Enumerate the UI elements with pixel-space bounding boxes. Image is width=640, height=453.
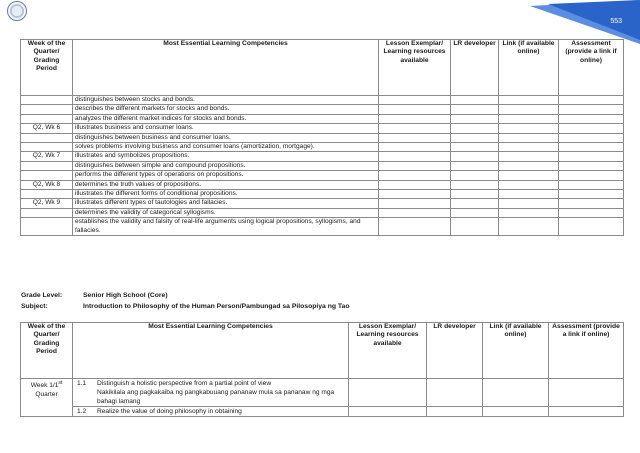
table-row bbox=[21, 96, 624, 105]
week-cell bbox=[21, 114, 73, 123]
competency-cell: describes the different markets for stocks and bonds. bbox=[73, 105, 379, 114]
header-competencies: Most Essential Learning Competencies bbox=[73, 40, 379, 96]
week-cell: Q2, Wk 7 bbox=[21, 152, 73, 161]
table-row bbox=[21, 114, 624, 123]
week-ordinal: st bbox=[58, 380, 63, 386]
header-lr-developer: LR developer bbox=[427, 323, 483, 379]
week-cell bbox=[21, 143, 73, 152]
grade-level-value: Senior High School (Core) bbox=[83, 292, 168, 299]
week-cell bbox=[21, 96, 73, 105]
competency-number: 1.2 bbox=[77, 408, 87, 415]
competency-cell: distinguishes between simple and compound propositions. bbox=[73, 161, 379, 170]
table-row bbox=[21, 407, 624, 417]
header-lesson-exemplar: Lesson Exemplar/ Learning resources available bbox=[349, 323, 427, 379]
header-week: Week of the Quarter/ Grading Period bbox=[21, 323, 73, 379]
week-cell: Q2, Wk 6 bbox=[21, 124, 73, 133]
table-row bbox=[21, 171, 624, 180]
header-lesson-exemplar: Lesson Exemplar/ Learning resources available bbox=[379, 40, 451, 96]
competency-cell: performs the different types of operations on propositions. bbox=[73, 171, 379, 180]
table-row bbox=[21, 190, 624, 199]
competency-cell: illustrates and symbolizes propositions. bbox=[73, 152, 379, 161]
table-row bbox=[21, 143, 624, 152]
table-row bbox=[21, 199, 624, 208]
competency-cell bbox=[73, 379, 349, 407]
competency-cell: establishes the validity and falsity of real-life arguments using logical propositions, syllogisms, and fallacies. bbox=[73, 218, 379, 236]
header-assessment: Assessment (provide a link if online) bbox=[549, 323, 624, 379]
header-lr-developer: LR developer bbox=[451, 40, 499, 96]
week-cell bbox=[21, 161, 73, 170]
week-cell bbox=[21, 218, 73, 236]
competency-number: 1.1 bbox=[77, 380, 87, 387]
week-quarter: Quarter bbox=[35, 391, 58, 399]
competency-cell: solves problems involving business and consumer loans (amortization, mortgage). bbox=[73, 143, 379, 152]
header-week: Week of the Quarter/ Grading Period bbox=[21, 40, 73, 96]
week-cell bbox=[21, 171, 73, 180]
grade-level-line bbox=[21, 292, 168, 299]
competency-cell: analyzes the different market indices for stocks and bonds. bbox=[73, 114, 379, 123]
week-cell: Q2, Wk 9 bbox=[21, 199, 73, 208]
deped-seal-icon bbox=[7, 1, 27, 21]
competency-cell: illustrates the different forms of conditional propositions. bbox=[73, 190, 379, 199]
competency-translation: Nakikilala ang pagkakaiba ng pangkabuuang pananaw mula sa pananaw ng mga bahagi lamang bbox=[97, 389, 335, 405]
subject-line bbox=[21, 303, 349, 310]
competency-cell: determines the validity of categorical syllogisms. bbox=[73, 208, 379, 217]
table-row bbox=[21, 124, 624, 133]
week-cell: Q2, Wk 8 bbox=[21, 180, 73, 189]
competency-cell: illustrates business and consumer loans. bbox=[73, 124, 379, 133]
table-row bbox=[21, 152, 624, 161]
competency-text: Realize the value of doing philosophy in obtaining bbox=[97, 408, 242, 415]
table-row bbox=[21, 379, 624, 407]
competency-text: Distinguish a holistic perspective from a partial point of view bbox=[97, 380, 272, 387]
table-row bbox=[21, 133, 624, 142]
table-row bbox=[21, 161, 624, 170]
grade-level-label: Grade Level: bbox=[21, 292, 63, 299]
week-cell bbox=[21, 208, 73, 217]
table-row bbox=[21, 180, 624, 189]
header-competencies: Most Essential Learning Competencies bbox=[73, 323, 349, 379]
competencies-table-math bbox=[20, 39, 624, 236]
competency-cell: illustrates different types of tautologies and fallacies. bbox=[73, 199, 379, 208]
table-row bbox=[21, 218, 624, 236]
competencies-table-philosophy bbox=[20, 322, 624, 417]
week-cell bbox=[21, 133, 73, 142]
page-number-banner bbox=[530, 0, 640, 44]
subject-label: Subject: bbox=[21, 303, 48, 310]
table-row bbox=[21, 105, 624, 114]
header-link: Link (if available online) bbox=[483, 323, 549, 379]
competency-cell: distinguishes between stocks and bonds. bbox=[73, 96, 379, 105]
week-cell bbox=[21, 190, 73, 199]
page-number: 553 bbox=[610, 18, 622, 25]
header-link: Link (if available online) bbox=[499, 40, 559, 96]
competency-cell: distinguishes between business and consumer loans. bbox=[73, 133, 379, 142]
header-assessment: Assessment (provide a link if online) bbox=[559, 40, 624, 96]
competency-cell: determines the truth values of propositions. bbox=[73, 180, 379, 189]
week-label: Week 1/1 bbox=[30, 382, 59, 390]
subject-value: Introduction to Philosophy of the Human Person/Pambungad sa Pilosopiya ng Tao bbox=[83, 303, 350, 310]
competency-cell bbox=[73, 407, 349, 417]
week-cell bbox=[21, 379, 73, 417]
week-cell bbox=[21, 105, 73, 114]
table-row bbox=[21, 208, 624, 217]
